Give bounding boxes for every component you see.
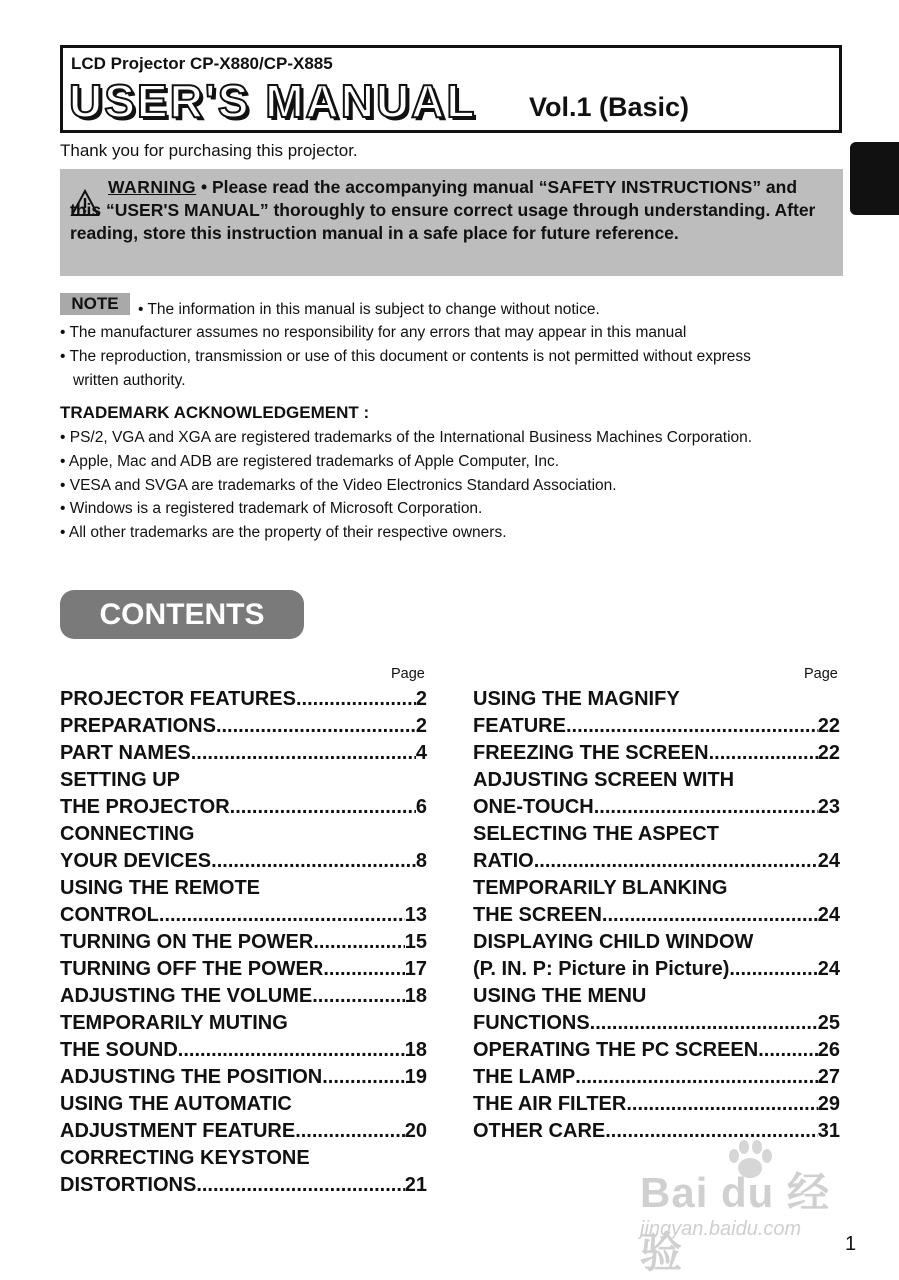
toc-entry-page: 21: [404, 1174, 427, 1196]
toc-leader-dots: [575, 1064, 818, 1091]
toc-entry-page: 20: [404, 1120, 427, 1142]
watermark: [640, 1140, 850, 1276]
toc-entry: [473, 956, 840, 983]
toc-left-column: [60, 686, 427, 1199]
toc-entry: [473, 929, 840, 956]
warning-box: [60, 169, 843, 276]
toc-entry-title: ADJUSTING THE POSITION: [60, 1066, 323, 1088]
toc-entry: [473, 767, 840, 794]
toc-entry-title: YOUR DEVICES: [60, 850, 212, 872]
toc-entry-page: 23: [817, 796, 840, 818]
toc-leader-dots: [534, 848, 818, 875]
toc-entry-page: 25: [817, 1012, 840, 1034]
toc-entry: [60, 740, 427, 767]
model-name: LCD Projector CP-X880/CP-X885: [71, 54, 333, 73]
toc-leader-dots: [323, 956, 404, 983]
toc-right-column: [473, 686, 840, 1145]
toc-entry-title: CONNECTING: [60, 823, 195, 845]
manual-title: USER'S MANUAL: [69, 75, 477, 127]
toc-entry: [60, 1010, 427, 1037]
toc-entry-title: USING THE REMOTE: [60, 877, 261, 899]
toc-entry: [60, 875, 427, 902]
toc-entry: [473, 794, 840, 821]
toc-entry-title: TEMPORARILY MUTING: [60, 1012, 288, 1034]
toc-leader-dots: [159, 902, 405, 929]
toc-entry-title: CORRECTING KEYSTONE: [60, 1147, 310, 1169]
contents-heading: CONTENTS: [60, 590, 304, 639]
toc-entry-page: 24: [817, 958, 840, 980]
toc-leader-dots: [590, 1010, 818, 1037]
toc-entry-title: THE AIR FILTER: [473, 1093, 627, 1115]
toc-entry: [473, 848, 840, 875]
toc-entry-title: SETTING UP: [60, 769, 181, 791]
toc-entry: [60, 713, 427, 740]
warning-body: • Please read the accompanying manual “SAFETY INSTRUCTIONS” and this “USER'S MANUAL” thoroughly to ensure correct usage through understanding. After reading, store this instruction manual in a safe place for future reference.: [70, 177, 816, 243]
toc-leader-dots: [191, 740, 416, 767]
title-box: [60, 45, 842, 133]
note-line: • The manufacturer assumes no responsibility for any errors that may appear in this manual: [60, 324, 687, 341]
toc-leader-dots: [211, 848, 416, 875]
toc-entry-title: THE SOUND: [60, 1039, 178, 1061]
toc-entry-title: CONTROL: [60, 904, 159, 926]
toc-leader-dots: [178, 1037, 405, 1064]
toc-entry-title: PROJECTOR FEATURES: [60, 688, 296, 710]
toc-entry: [60, 686, 427, 713]
toc-entry: [473, 1010, 840, 1037]
toc-entry-title: PREPARATIONS: [60, 715, 216, 737]
toc-entry-title: RATIO: [473, 850, 534, 872]
toc-entry-title: SELECTING THE ASPECT: [473, 823, 719, 845]
toc-entry: [60, 1091, 427, 1118]
toc-leader-dots: [709, 740, 818, 767]
toc-entry: [473, 740, 840, 767]
toc-entry: [60, 1064, 427, 1091]
toc-entry: [473, 1064, 840, 1091]
toc-leader-dots: [566, 713, 818, 740]
toc-entry-page: 31: [817, 1120, 840, 1142]
toc-entry-page: 18: [404, 1039, 427, 1061]
toc-entry: [60, 767, 427, 794]
watermark-url: jingyan.baidu.com: [640, 1218, 802, 1240]
toc-entry-title: PART NAMES: [60, 742, 191, 764]
toc-entry-page: 27: [817, 1066, 840, 1088]
note-line: • The reproduction, transmission or use of this document or contents is not permitted without express: [60, 348, 751, 365]
watermark-logo-text: Bai du 经验: [640, 1169, 831, 1276]
toc-entry: [473, 686, 840, 713]
toc-entry-title: FEATURE: [473, 715, 566, 737]
toc-entry: [473, 1091, 840, 1118]
toc-entry-page: 6: [415, 796, 427, 818]
note-line: • The information in this manual is subject to change without notice.: [138, 301, 600, 318]
trademark-line: • VESA and SVGA are trademarks of the Video Electronics Standard Association.: [60, 477, 617, 494]
toc-entry: [473, 1037, 840, 1064]
toc-leader-dots: [322, 1064, 405, 1091]
toc-entry-page: 13: [404, 904, 427, 926]
toc-entry: [60, 848, 427, 875]
toc-entry-title: FREEZING THE SCREEN: [473, 742, 709, 764]
toc-entry-title: FUNCTIONS: [473, 1012, 590, 1034]
toc-entry: [60, 1037, 427, 1064]
toc-entry-page: 24: [817, 850, 840, 872]
toc-leader-dots: [216, 713, 416, 740]
toc-entry: [473, 875, 840, 902]
page-column-label: Page: [391, 666, 425, 682]
warning-text: [70, 176, 830, 245]
toc-entry-title: THE LAMP: [473, 1066, 576, 1088]
toc-entry: [60, 929, 427, 956]
toc-entry-page: 18: [404, 985, 427, 1007]
toc-leader-dots: [758, 1037, 818, 1064]
toc-entry-title: TURNING ON THE POWER: [60, 931, 314, 953]
toc-entry-title: DISPLAYING CHILD WINDOW: [473, 931, 754, 953]
toc-entry-page: 24: [817, 904, 840, 926]
toc-leader-dots: [594, 794, 818, 821]
toc-entry-title: ADJUSTING SCREEN WITH: [473, 769, 735, 791]
section-tab: [850, 142, 899, 215]
toc-entry-title: OPERATING THE PC SCREEN: [473, 1039, 759, 1061]
toc-leader-dots: [602, 902, 818, 929]
toc-entry-page: 2: [415, 715, 427, 737]
toc-entry: [473, 821, 840, 848]
toc-entry: [473, 713, 840, 740]
page-column-label: Page: [804, 666, 838, 682]
toc-entry: [60, 794, 427, 821]
toc-entry-title: USING THE AUTOMATIC: [60, 1093, 292, 1115]
toc-entry-title: ADJUSTING THE VOLUME: [60, 985, 313, 1007]
toc-entry-title: (P. IN. P: Picture in Picture): [473, 958, 730, 980]
toc-entry-title: USING THE MAGNIFY: [473, 688, 680, 710]
toc-entry-title: DISTORTIONS: [60, 1174, 197, 1196]
thanks-text: Thank you for purchasing this projector.: [60, 141, 358, 160]
toc-entry-page: 19: [404, 1066, 427, 1088]
toc-entry: [60, 983, 427, 1010]
toc-entry-page: 22: [817, 715, 840, 737]
warning-label: WARNING: [108, 177, 197, 197]
note-tag: NOTE: [60, 293, 130, 315]
trademark-line: • All other trademarks are the property of their respective owners.: [60, 524, 507, 541]
toc-leader-dots: [295, 1118, 405, 1145]
toc-entry: [60, 1145, 427, 1172]
page-number: 1: [845, 1233, 857, 1255]
toc-leader-dots: [729, 956, 817, 983]
toc-leader-dots: [313, 929, 404, 956]
toc-entry: [60, 1172, 427, 1199]
toc-entry-page: 8: [415, 850, 427, 872]
toc-leader-dots: [312, 983, 405, 1010]
trademark-line: • Windows is a registered trademark of Microsoft Corporation.: [60, 500, 483, 517]
toc-entry: [60, 902, 427, 929]
trademark-line: • PS/2, VGA and XGA are registered trademarks of the International Business Machines Corporation.: [60, 429, 753, 446]
volume-label: Vol.1 (Basic): [529, 92, 690, 122]
toc-entry: [60, 1118, 427, 1145]
toc-entry-page: 4: [415, 742, 427, 764]
trademark-heading: TRADEMARK ACKNOWLEDGEMENT :: [60, 403, 370, 422]
toc-entry-title: TURNING OFF THE POWER: [60, 958, 324, 980]
toc-leader-dots: [230, 794, 416, 821]
note-line: written authority.: [73, 372, 186, 389]
toc-leader-dots: [196, 1172, 404, 1199]
toc-entry-title: ONE-TOUCH: [473, 796, 594, 818]
toc-entry: [473, 983, 840, 1010]
toc-leader-dots: [626, 1091, 817, 1118]
toc-entry-title: ADJUSTMENT FEATURE: [60, 1120, 296, 1142]
toc-entry-title: THE PROJECTOR: [60, 796, 230, 818]
toc-entry-title: TEMPORARILY BLANKING: [473, 877, 728, 899]
toc-entry-title: THE SCREEN: [473, 904, 602, 926]
trademark-line: • Apple, Mac and ADB are registered trademarks of Apple Computer, Inc.: [60, 453, 560, 470]
toc-entry-page: 22: [817, 742, 840, 764]
toc-entry-page: 29: [817, 1093, 840, 1115]
toc-entry: [60, 956, 427, 983]
toc-entry-page: 26: [817, 1039, 840, 1061]
toc-entry-page: 2: [415, 688, 427, 710]
toc-entry: [60, 821, 427, 848]
toc-entry: [473, 902, 840, 929]
toc-entry-title: USING THE MENU: [473, 985, 647, 1007]
toc-entry-title: OTHER CARE: [473, 1120, 606, 1142]
toc-leader-dots: [296, 686, 416, 713]
toc-entry-page: 15: [404, 931, 427, 953]
toc-entry-page: 17: [404, 958, 427, 980]
